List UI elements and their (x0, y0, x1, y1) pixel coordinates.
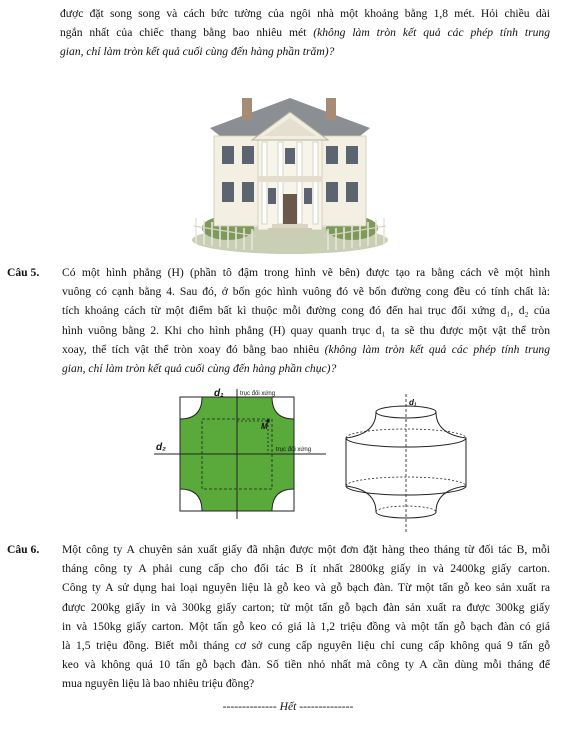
axis-label-right: trục đối xứng (276, 447, 312, 453)
region-h-figure (150, 387, 350, 533)
q6-line-3: Công ty A sử dụng hai loại nguyên liệu là gỗ keo và gỗ bạch đàn. Từ một tấn gỗ keo sản xuất ra (62, 581, 550, 595)
question-6-text (62, 540, 550, 694)
q6-line-7: keo và không quá 10 tấn gỗ bạch đàn. Số tiền nhỏ nhất mà công ty A cần dùng mỗi tháng để (62, 658, 550, 672)
q5-line-2: vuông có cạnh bằng 4. Sau đó, ở bốn góc hình vuông đó vẽ bốn đường cong đều có tính chất là: (62, 285, 550, 299)
intro-line-1: được đặt song song và cách bức tường của ngôi nhà một khoảng bằng 1,8 mét. Hỏi chiều dài (60, 7, 550, 20)
q5-line-4: hình vuông bằng 2. Khi cho hình phẳng (H) quay quanh trục d₁ ta sẽ thu được một vật thể tròn (62, 323, 550, 337)
question-5-label: Câu 5. (7, 266, 40, 279)
q5-line-3: tích khoảng cách từ một điểm bất kì thuộc mỗi đường cong đó đến hai trục đối xứng d₁, d₂ của (62, 304, 550, 318)
end-marker: -------------- Hết -------------- (222, 700, 354, 713)
q6-line-6: là 1,5 triệu đồng. Biết mỗi tháng cơ sở cung cấp nguyên liệu chỉ cung cấp không quá 9 tấn gỗ (62, 639, 550, 653)
solid-of-revolution-figure (336, 392, 486, 534)
question-5-text (62, 263, 550, 378)
q5-line-1: Có một hình phẳng (H) (phần tô đậm trong hình vẽ bên) được tạo ra bằng cách vẽ một hình (62, 266, 550, 279)
point-m-label: M (261, 422, 268, 431)
axis-label-top: trục đối xứng (240, 391, 276, 397)
q6-line-1: Một công ty A chuyên sản xuất giấy đã nhận được một đơn đặt hàng theo tháng từ đối tác B, mỗi (62, 543, 550, 556)
d1-label: d₁ (214, 388, 224, 399)
q6-line-2: tháng công ty A phải cung cấp cho đối tác B ít nhất 2800kg giấy in và 2400kg giấy carton. (62, 562, 550, 576)
d2-label: d₂ (156, 442, 166, 453)
intro-line-3: gian, chỉ làm tròn kết quả cuối cùng đến hàng phần trăm)? (60, 45, 335, 59)
intro-line-2: ngắn nhất của chiếc thang bằng bao nhiêu mét (không làm tròn kết quả các phép tính trung (60, 26, 550, 40)
q5-line-5: xoay, thể tích vật thể tròn xoay đó bằng bao nhiêu (không làm tròn kết quả các phép tính trung (62, 342, 550, 356)
q5-line-6: gian, chỉ làm tròn kết quả cuối cùng đến hàng phần chục)? (62, 362, 337, 376)
q6-line-4: được 200kg giấy in và 300kg giấy carton; từ một tấn gỗ bạch đàn sản xuất ra được 300kg giấy (62, 600, 550, 614)
question-6-label: Câu 6. (7, 543, 40, 556)
q6-line-8: mua nguyên liệu là bao nhiêu triệu đồng? (62, 677, 255, 691)
house-illustration (190, 68, 390, 258)
q6-line-5: in và 150kg giấy carton. Một tấn gỗ keo có giá là 1,2 triệu đồng và một tấn gỗ bạch đàn có giá (62, 619, 550, 633)
d1-solid-label: d₁ (409, 398, 417, 407)
intro-paragraph (60, 4, 550, 62)
